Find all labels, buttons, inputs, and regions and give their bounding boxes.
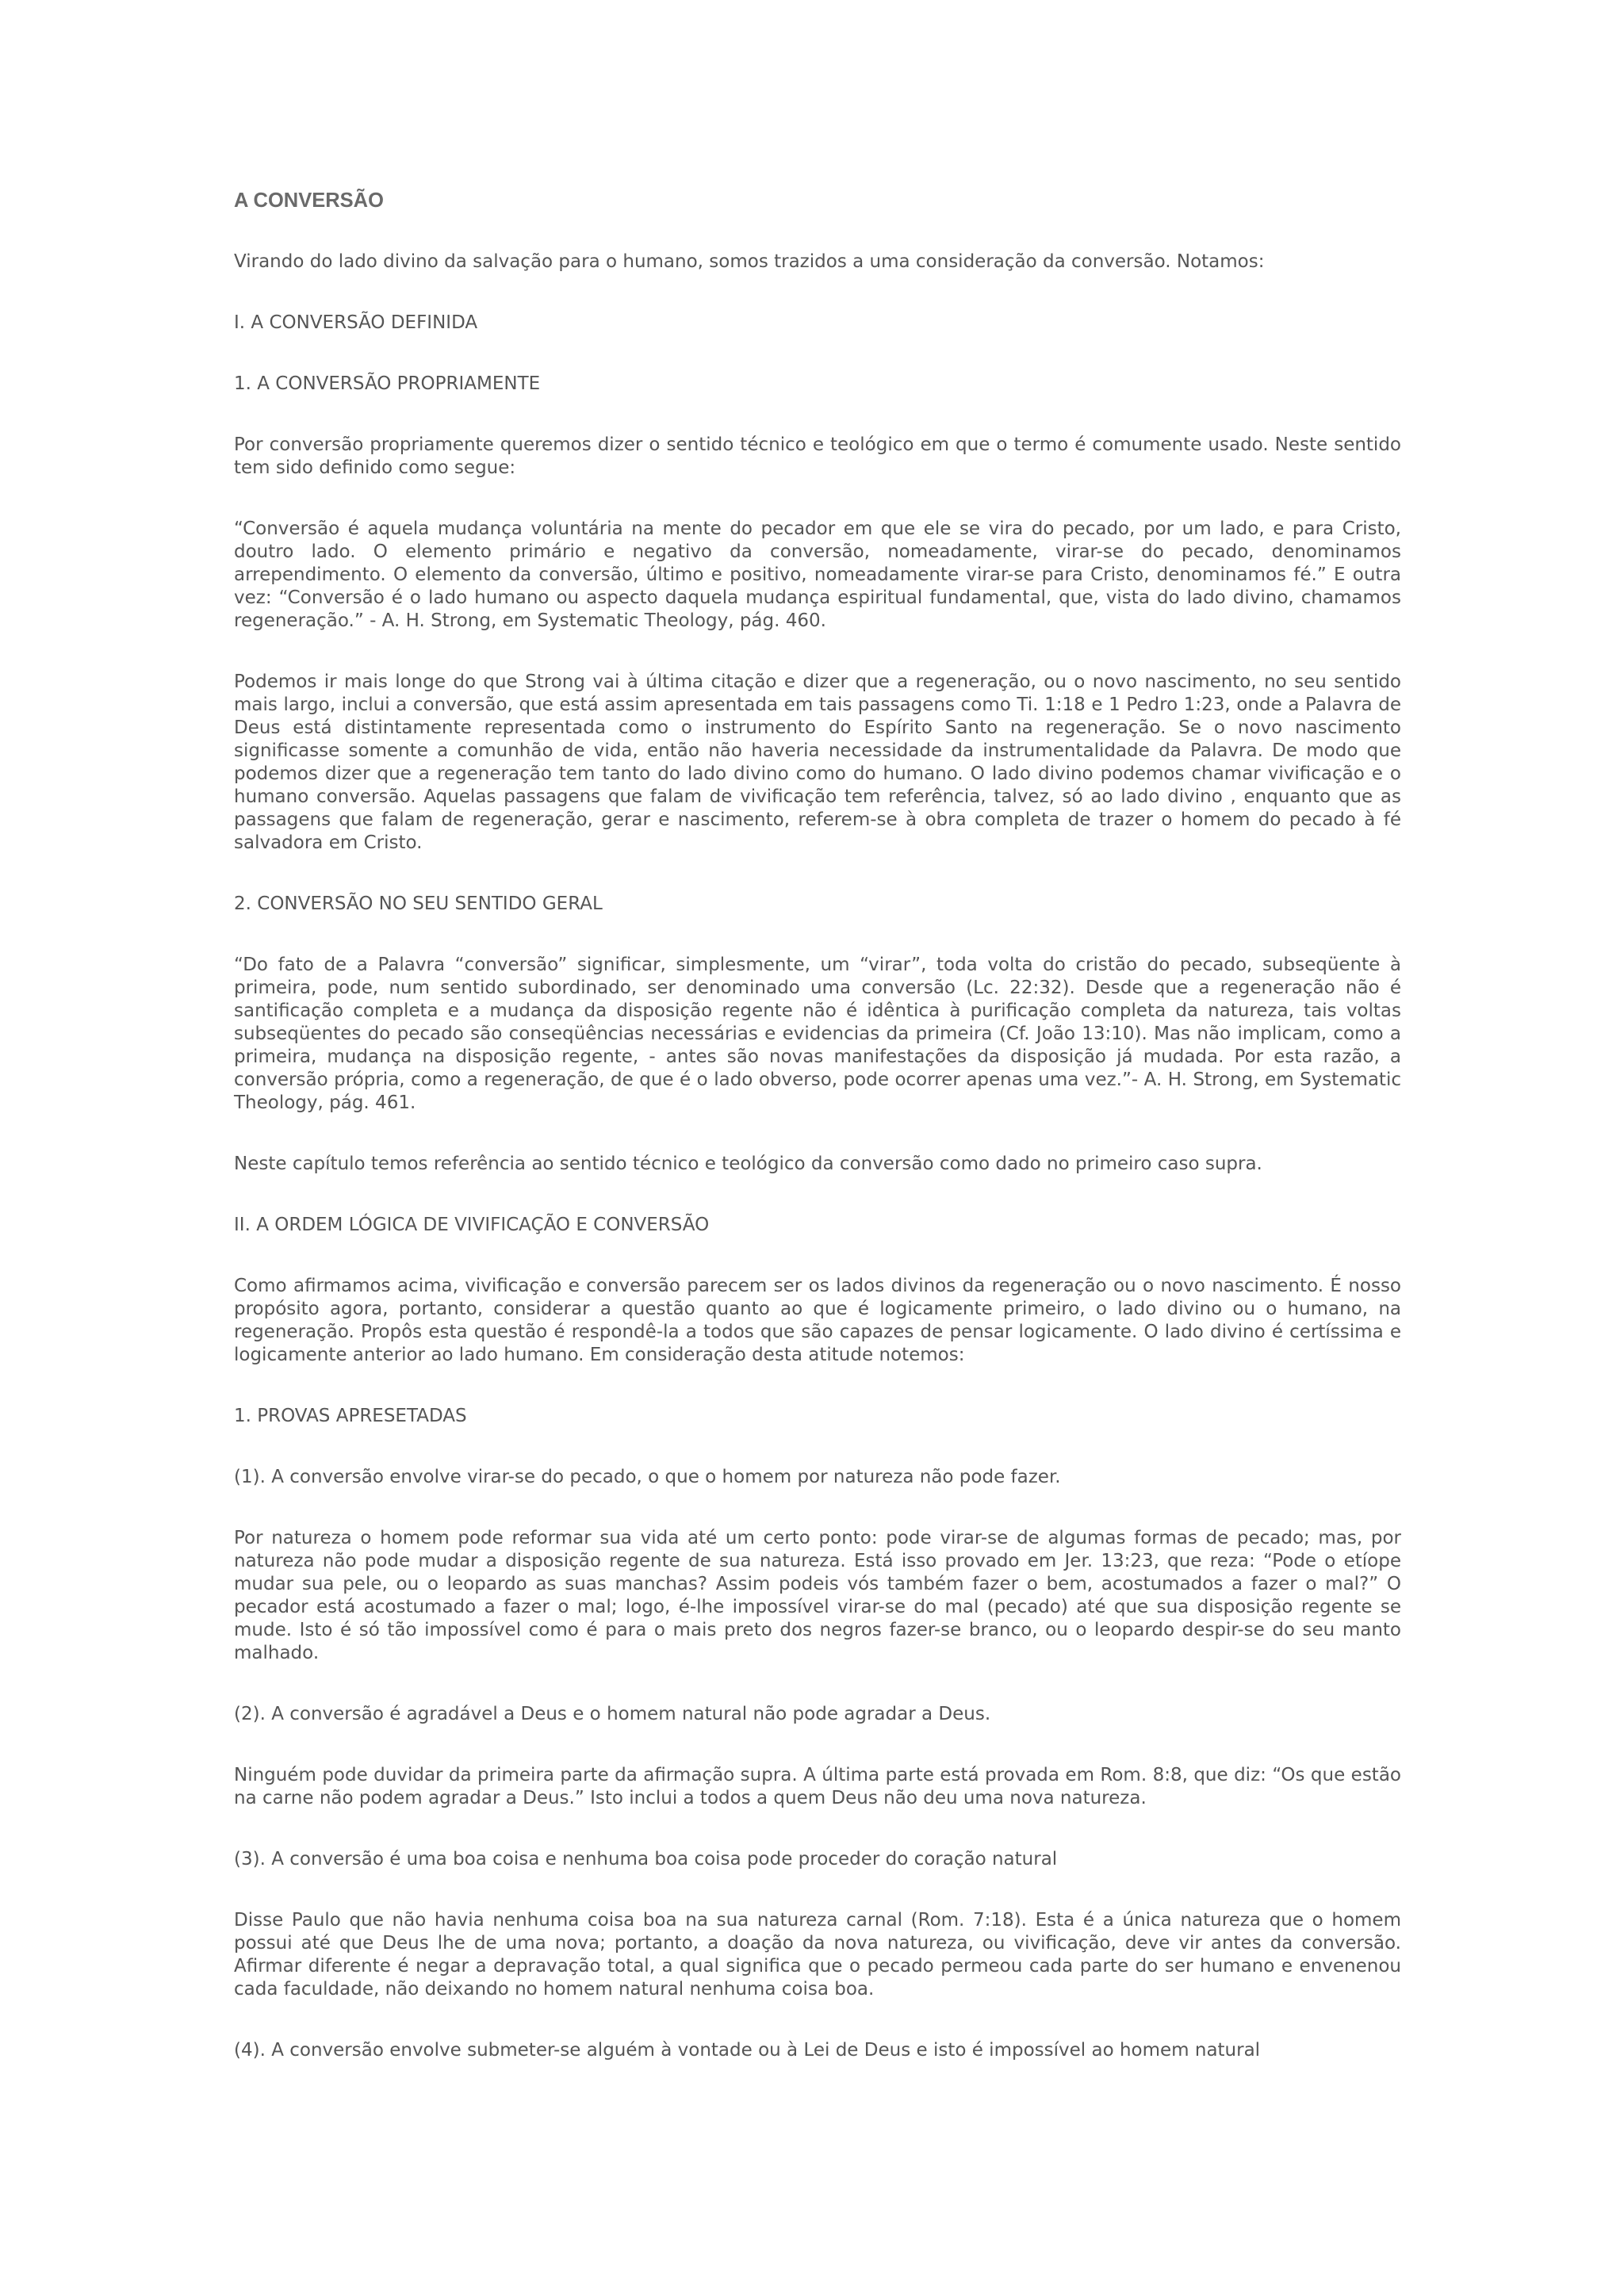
subsection-heading-provas: 1. PROVAS APRESETADAS — [234, 1406, 467, 1426]
body-paragraph: Disse Paulo que não havia nenhuma coisa boa na sua natureza carnal (Rom. 7:18). Esta é a única natureza que o homem possui até que Deus lhe de uma nova; portanto, a doação da nova natureza, ou vivificação, deve vir antes da conversão. Afirmar diferente é negar a depravação total, a qual significa que o pecado permeou cada parte do ser humano e envenenou cada faculdade, não deixando no homem natural nenhuma coisa boa. — [234, 1910, 1401, 1999]
quote-paragraph: “Conversão é aquela mudança voluntária na mente do pecador em que ele se vira do pecado, por um lado, e para Cristo, doutro lado. O elemento primário e negativo da conversão, nomeadamente, virar-se do pecado, denominamos arrependimento. O elemento da conversão, último e positivo, nomeadamente virar-se para Cristo, denominamos fé.” E outra vez: “Conversão é o lado humano ou aspecto daquela mudança espiritual fundamental, que, vista do lado divino, chamamos regeneração.” - A. H. Strong, em Systematic Theology, pág. 460. — [234, 519, 1401, 631]
subsection-heading-2: 2. CONVERSÃO NO SEU SENTIDO GERAL — [234, 894, 603, 914]
body-paragraph: Neste capítulo temos referência ao sentido técnico e teológico da conversão como dado no primeiro caso supra. — [234, 1154, 1262, 1174]
proof-heading-3: (3). A conversão é uma boa coisa e nenhuma boa coisa pode proceder do coração natural — [234, 1849, 1058, 1869]
document-page — [234, 189, 1401, 2100]
body-paragraph: Podemos ir mais longe do que Strong vai à última citação e dizer que a regeneração, ou o novo nascimento, no seu sentido mais largo, inclui a conversão, que está assim apresentada em tais passagens como Ti. 1:18 e 1 Pedro 1:23, onde a Palavra de Deus está distintamente representada como o instrumento do Espírito Santo na regeneração. Se o novo nascimento significasse somente a comunhão de vida, então não haveria necessidade da instrumentalidade da Palavra. De modo que podemos dizer que a regeneração tem tanto do lado divino como do humano. O lado divino podemos chamar vivificação e o humano conversão. Aquelas passagens que falam de vivificação tem referência, talvez, só ao lado divino , enquanto que as passagens que falam de regeneração, gerar e nascimento, referem-se à obra completa de trazer o homem do pecado à fé salvadora em Cristo. — [234, 672, 1401, 853]
quote-paragraph: “Do fato de a Palavra “conversão” significar, simplesmente, um “virar”, toda volta do cristão do pecado, subseqüente à primeira, pode, num sentido subordinado, ser denominado uma conversão (Lc. 22:32). Desde que a regeneração não é santificação completa e a mudança da disposição regente não é idêntica à purificação completa da natureza, tais voltas subseqüentes do pecado são conseqüências necessárias e evidencias da primeira (Cf. João 13:10). Mas não implicam, como a primeira, mudança na disposição regente, - antes são novas manifestações da disposição já mudada. Por esta razão, a conversão própria, como a regeneração, de que é o lado obverso, pode ocorrer apenas uma vez.”- A. H. Strong, em Systematic Theology, pág. 461. — [234, 955, 1401, 1113]
section-heading-ii: II. A ORDEM LÓGICA DE VIVIFICAÇÃO E CONVERSÃO — [234, 1215, 710, 1235]
section-heading-i: I. A CONVERSÃO DEFINIDA — [234, 312, 478, 333]
proof-heading-4: (4). A conversão envolve submeter-se alguém à vontade ou à Lei de Deus e isto é impossível ao homem natural — [234, 2040, 1261, 2061]
subsection-heading-1: 1. A CONVERSÃO PROPRIAMENTE — [234, 373, 541, 394]
intro-paragraph: Virando do lado divino da salvação para o humano, somos trazidos a uma consideração da conversão. Notamos: — [234, 251, 1265, 272]
body-paragraph: Ninguém pode duvidar da primeira parte da afirmação supra. A última parte está provada em Rom. 8:8, que diz: “Os que estão na carne não podem agradar a Deus.” Isto inclui a todos a quem Deus não deu uma nova natureza. — [234, 1765, 1401, 1808]
document-title: A CONVERSÃO — [234, 189, 384, 212]
body-paragraph: Por conversão propriamente queremos dizer o sentido técnico e teológico em que o termo é comumente usado. Neste sentido tem sido definido como segue: — [234, 434, 1401, 478]
body-paragraph: Como afirmamos acima, vivificação e conversão parecem ser os lados divinos da regeneração ou o novo nascimento. É nosso propósito agora, portanto, considerar a questão quanto ao que é logicamente primeiro, o lado divino ou o humano, na regeneração. Propôs esta questão é respondê-la a todos que são capazes de pensar logicamente. O lado divino é certíssima e logicamente anterior ao lado humano. Em consideração desta atitude notemos: — [234, 1276, 1401, 1365]
proof-heading-1: (1). A conversão envolve virar-se do pecado, o que o homem por natureza não pode fazer. — [234, 1467, 1061, 1487]
body-paragraph: Por natureza o homem pode reformar sua vida até um certo ponto: pode virar-se de algumas formas de pecado; mas, por natureza não pode mudar a disposição regente de sua natureza. Está isso provado em Jer. 13:23, que reza: “Pode o etíope mudar sua pele, ou o leopardo as suas manchas? Assim podeis vós também fazer o bem, acostumados a fazer o mal?” O pecador está acostumado a fazer o mal; logo, é-lhe impossível virar-se do mal (pecado) até que sua disposição regente se mude. Isto é só tão impossível como é para o mais preto dos negros fazer-se branco, ou o leopardo despir-se do seu manto malhado. — [234, 1528, 1401, 1663]
proof-heading-2: (2). A conversão é agradável a Deus e o homem natural não pode agradar a Deus. — [234, 1704, 991, 1724]
